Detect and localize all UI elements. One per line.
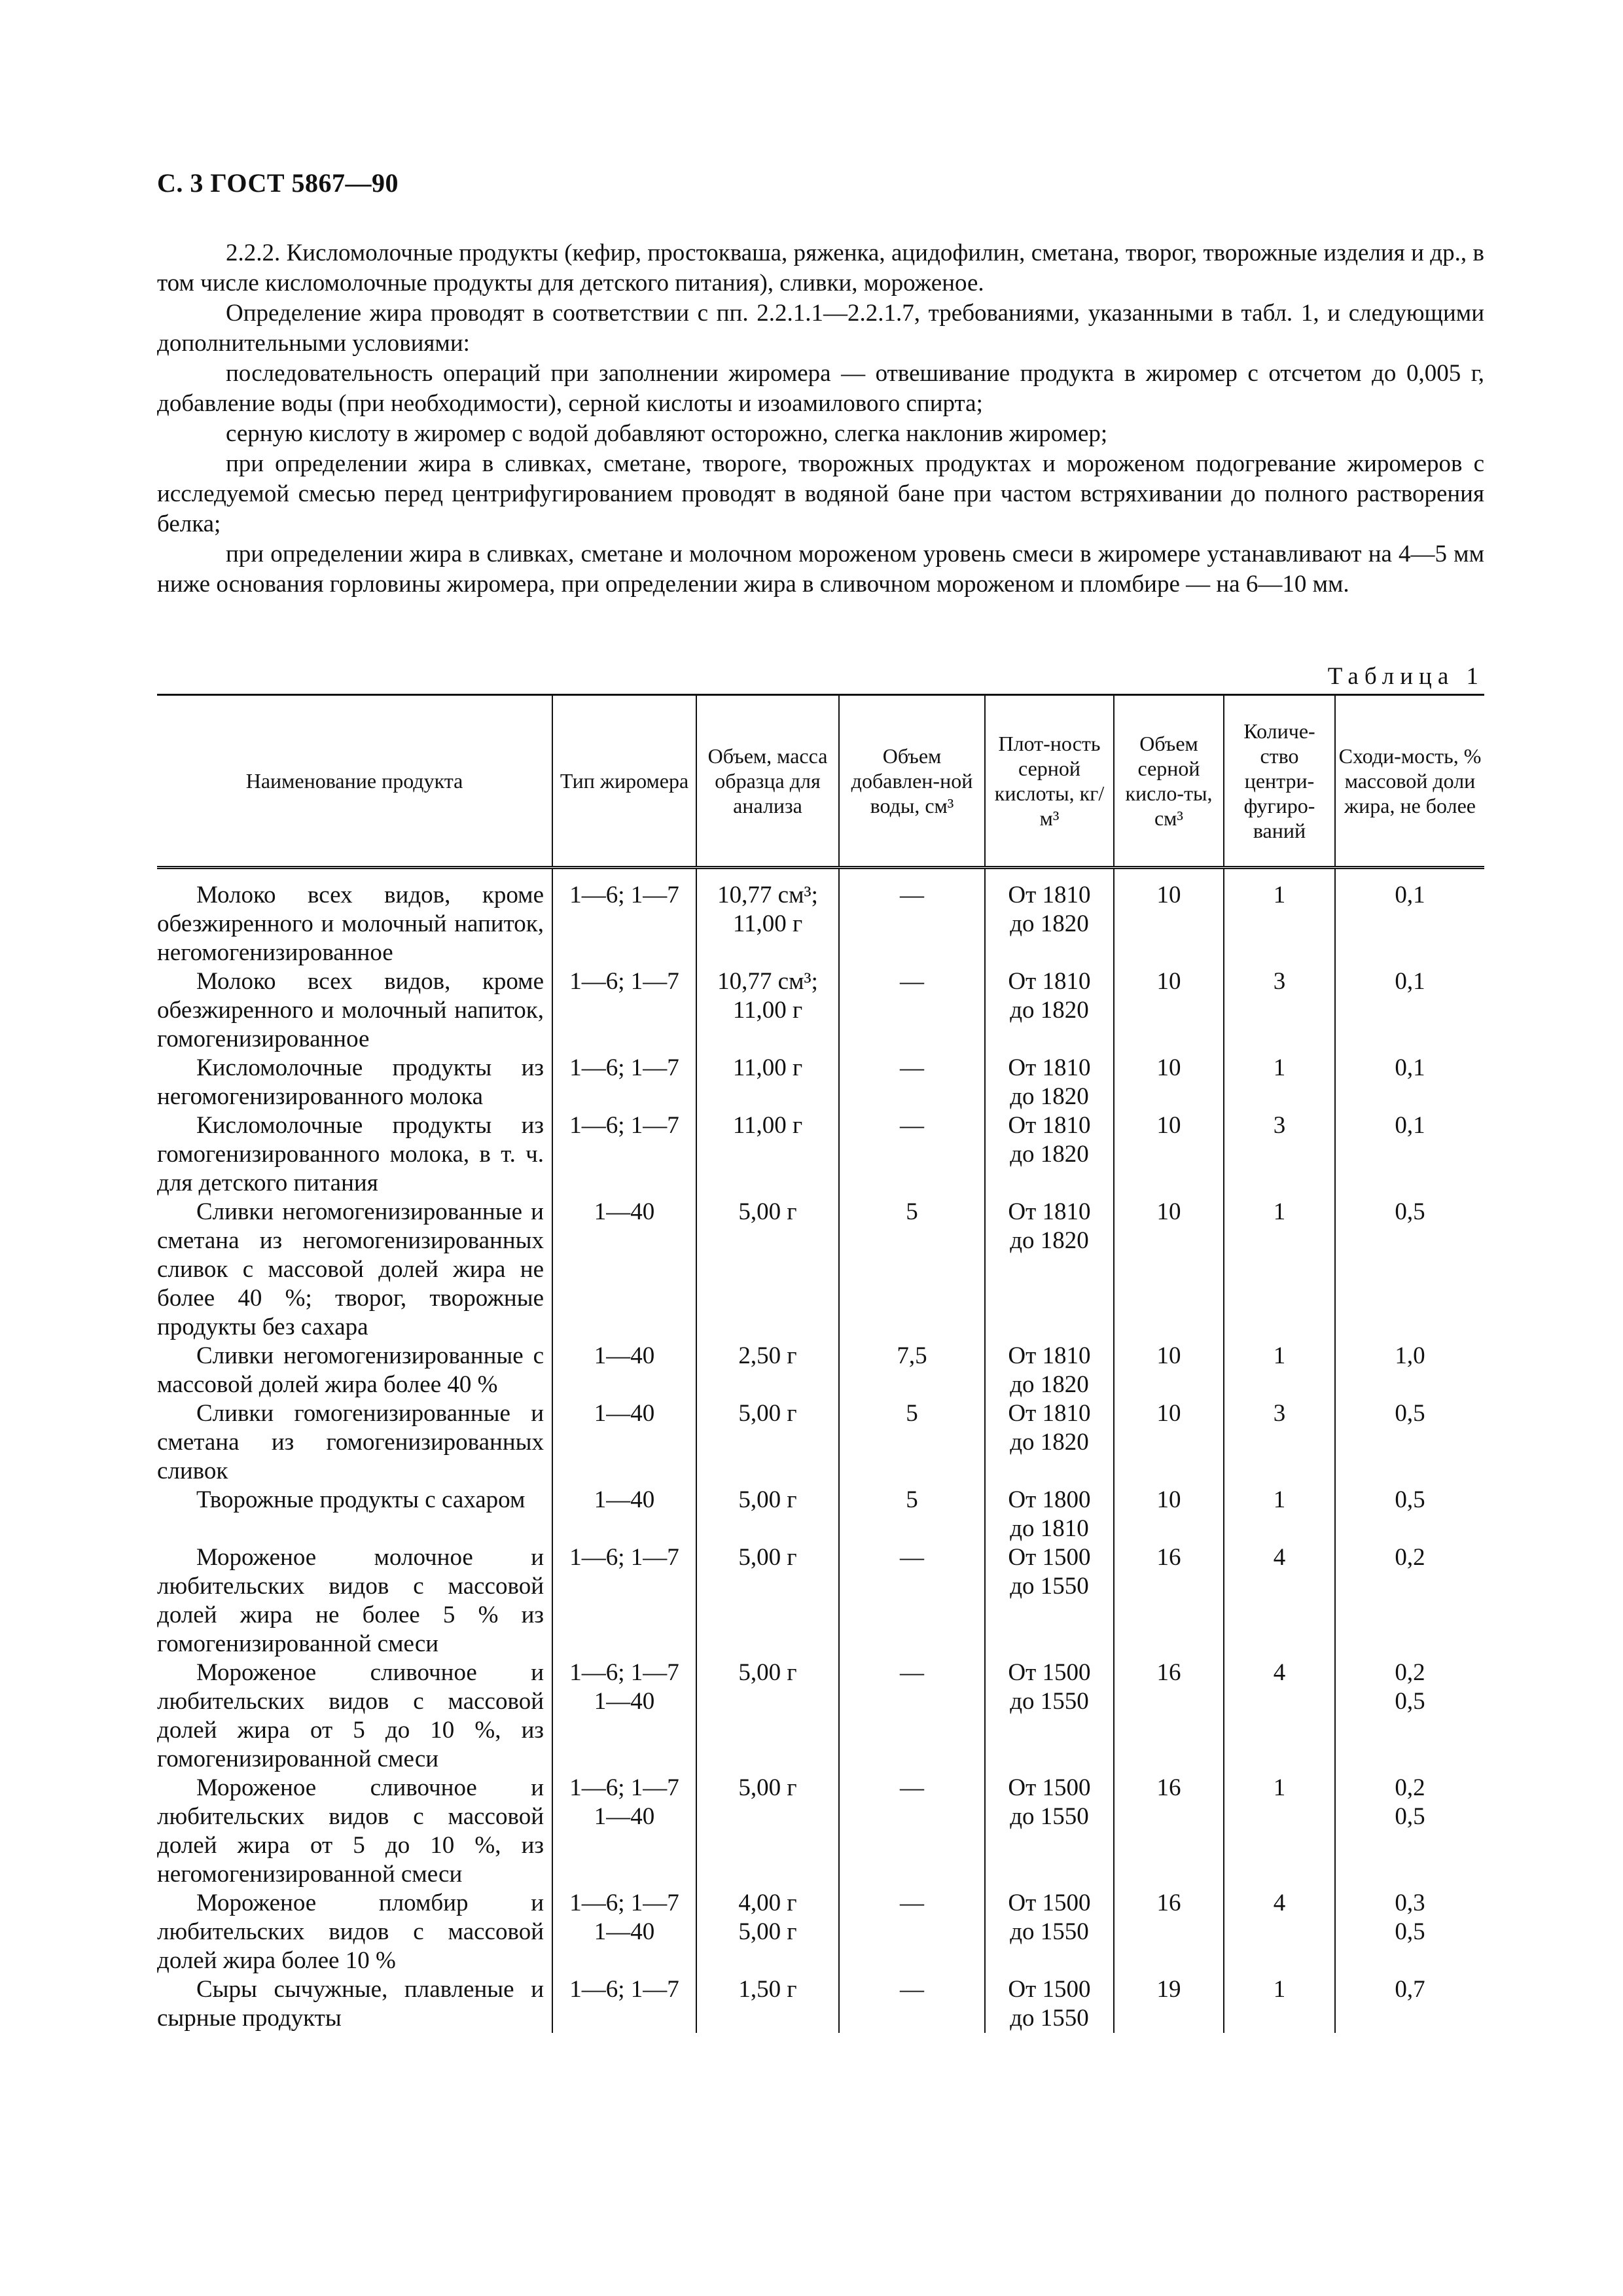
cell-value: От 1810 до 1820: [1008, 882, 1091, 937]
gauge-type-cell: [552, 1399, 696, 1486]
cell-value: 5: [906, 1400, 918, 1427]
cell-value: 16: [1156, 1659, 1181, 1686]
cell-value: От 1810 до 1820: [1008, 1400, 1091, 1456]
convergence-cell: [1335, 1054, 1484, 1111]
cell-value: От 1810 до 1820: [1008, 1342, 1091, 1398]
cell-value: —: [900, 1774, 924, 1801]
column-header: Тип жиромера: [552, 695, 696, 868]
cell-value: 10: [1156, 968, 1181, 995]
cell-value: 1: [1273, 1054, 1286, 1081]
page-header: С. 3 ГОСТ 5867—90: [157, 168, 399, 198]
convergence-cell: [1335, 1486, 1484, 1543]
centrifuge-count-cell: [1224, 1111, 1335, 1198]
product-name: Мороженое молочное и любительских видов с массовой долей жира не более 5 % из гомогенизированной смеси: [157, 1544, 544, 1657]
product-name-cell: [157, 1774, 552, 1889]
paragraph: серную кислоту в жиромер с водой добавляют осторожно, слегка наклонив жиромер;: [226, 420, 1108, 447]
product-name-cell: [157, 1111, 552, 1198]
product-name-cell: [157, 1342, 552, 1399]
cell-value: 2,50 г: [738, 1342, 797, 1369]
product-name: Мороженое пломбир и любительских видов с массовой долей жира более 10 %: [157, 1890, 544, 1974]
product-name-cell: [157, 868, 552, 968]
product-name-cell: [157, 1975, 552, 2033]
water-volume-cell: [839, 1774, 985, 1889]
cell-value: 1: [1273, 1342, 1286, 1369]
convergence-cell: [1335, 967, 1484, 1054]
water-volume-cell: [839, 967, 985, 1054]
acid-volume-cell: [1114, 1486, 1224, 1543]
centrifuge-count-cell: [1224, 1399, 1335, 1486]
cell-value: 1—6; 1—7 1—40: [569, 1774, 679, 1830]
product-name-cell: [157, 1399, 552, 1486]
centrifuge-count-cell: [1224, 967, 1335, 1054]
water-volume-cell: [839, 1399, 985, 1486]
cell-value: 0,2 0,5: [1395, 1774, 1425, 1830]
sample-size-cell: [696, 1399, 839, 1486]
cell-value: 5,00 г: [738, 1486, 797, 1513]
table-row: [157, 1543, 1484, 1659]
acid-density-cell: [985, 1054, 1114, 1111]
cell-value: 3: [1273, 1112, 1286, 1139]
cell-value: 0,2 0,5: [1395, 1659, 1425, 1715]
cell-value: 11,00 г: [732, 1054, 803, 1081]
gauge-type-cell: [552, 1342, 696, 1399]
cell-value: От 1500 до 1550: [1008, 1890, 1091, 1945]
cell-value: 0,1: [1395, 1054, 1425, 1081]
cell-value: 1—40: [594, 1198, 655, 1225]
product-name-cell: [157, 1543, 552, 1659]
centrifuge-count-cell: [1224, 1774, 1335, 1889]
acid-volume-cell: [1114, 1774, 1224, 1889]
table-row: [157, 1774, 1484, 1889]
product-name: Мороженое сливочное и любительских видов с массовой долей жира от 5 до 10 %, из гомогенизированной смеси: [157, 1659, 544, 1772]
acid-volume-cell: [1114, 1543, 1224, 1659]
cell-value: 11,00 г: [732, 1112, 803, 1139]
acid-volume-cell: [1114, 1111, 1224, 1198]
cell-value: 10,77 см³; 11,00 г: [717, 968, 818, 1024]
acid-volume-cell: [1114, 1054, 1224, 1111]
cell-value: 16: [1156, 1890, 1181, 1916]
gauge-type-cell: [552, 1975, 696, 2033]
cell-value: 4: [1273, 1890, 1286, 1916]
convergence-cell: [1335, 1111, 1484, 1198]
gauge-type-cell: [552, 1889, 696, 1975]
convergence-cell: [1335, 1975, 1484, 2033]
cell-value: 0,1: [1395, 882, 1425, 908]
cell-value: 5,00 г: [738, 1544, 797, 1571]
table-row: [157, 868, 1484, 968]
column-header: Объем серной кисло-ты, см³: [1114, 695, 1224, 868]
sample-size-cell: [696, 967, 839, 1054]
product-name: Сливки негомогенизированные с массовой долей жира более 40 %: [157, 1342, 544, 1398]
water-volume-cell: [839, 1342, 985, 1399]
cell-value: —: [900, 1659, 924, 1686]
cell-value: От 1810 до 1820: [1008, 1198, 1091, 1254]
cell-value: 10: [1156, 1198, 1181, 1225]
table-row: [157, 1111, 1484, 1198]
cell-value: 10: [1156, 1400, 1181, 1427]
cell-value: От 1500 до 1550: [1008, 1976, 1091, 2032]
acid-density-cell: [985, 1774, 1114, 1889]
cell-value: —: [900, 968, 924, 995]
acid-density-cell: [985, 1399, 1114, 1486]
centrifuge-count-cell: [1224, 1975, 1335, 2033]
cell-value: От 1810 до 1820: [1008, 1054, 1091, 1110]
table-row: [157, 1659, 1484, 1774]
product-name-cell: [157, 1659, 552, 1774]
column-header: Объем добавлен-ной воды, см³: [839, 695, 985, 868]
table-row: [157, 967, 1484, 1054]
cell-value: 0,2: [1395, 1544, 1425, 1571]
acid-density-cell: [985, 1889, 1114, 1975]
cell-value: 0,5: [1395, 1198, 1425, 1225]
product-name: Сливки гомогенизированные и сметана из гомогенизированных сливок: [157, 1400, 544, 1484]
convergence-cell: [1335, 1659, 1484, 1774]
gauge-type-cell: [552, 967, 696, 1054]
acid-volume-cell: [1114, 1342, 1224, 1399]
gauge-type-cell: [552, 1659, 696, 1774]
cell-value: От 1500 до 1550: [1008, 1659, 1091, 1715]
cell-value: 1—40: [594, 1486, 655, 1513]
centrifuge-count-cell: [1224, 1543, 1335, 1659]
convergence-cell: [1335, 1543, 1484, 1659]
acid-volume-cell: [1114, 1399, 1224, 1486]
cell-value: —: [900, 1054, 924, 1081]
product-name: Молоко всех видов, кроме обезжиренного и молочный напиток, негомогенизированное: [157, 882, 544, 966]
product-name-cell: [157, 1054, 552, 1111]
acid-density-cell: [985, 868, 1114, 968]
cell-value: 10: [1156, 1342, 1181, 1369]
convergence-cell: [1335, 868, 1484, 968]
sample-size-cell: [696, 1054, 839, 1111]
product-name: Молоко всех видов, кроме обезжиренного и молочный напиток, гомогенизированное: [157, 968, 544, 1052]
cell-value: 1: [1273, 1774, 1286, 1801]
product-name-cell: [157, 967, 552, 1054]
product-name-cell: [157, 1198, 552, 1342]
centrifuge-count-cell: [1224, 1486, 1335, 1543]
cell-value: 1: [1273, 1198, 1286, 1225]
cell-value: 10: [1156, 1112, 1181, 1139]
table-row: [157, 1054, 1484, 1111]
body-text: [157, 238, 1484, 600]
convergence-cell: [1335, 1342, 1484, 1399]
acid-density-cell: [985, 1975, 1114, 2033]
cell-value: 1—6; 1—7: [569, 1112, 679, 1139]
convergence-cell: [1335, 1399, 1484, 1486]
cell-value: 1,0: [1395, 1342, 1425, 1369]
cell-value: 1—6; 1—7: [569, 1054, 679, 1081]
centrifuge-count-cell: [1224, 1342, 1335, 1399]
cell-value: 10,77 см³; 11,00 г: [717, 882, 818, 937]
centrifuge-count-cell: [1224, 1198, 1335, 1342]
cell-value: 10: [1156, 882, 1181, 908]
column-header: Плот-ность серной кислоты, кг/м³: [985, 695, 1114, 868]
sample-size-cell: [696, 1342, 839, 1399]
product-name: Творожные продукты с сахаром: [196, 1486, 526, 1513]
water-volume-cell: [839, 1543, 985, 1659]
product-name: Мороженое сливочное и любительских видов с массовой долей жира от 5 до 10 %, из негомогенизированной смеси: [157, 1774, 544, 1888]
acid-density-cell: [985, 1342, 1114, 1399]
gauge-type-cell: [552, 1111, 696, 1198]
cell-value: 5: [906, 1198, 918, 1225]
acid-volume-cell: [1114, 967, 1224, 1054]
water-volume-cell: [839, 1111, 985, 1198]
cell-value: 0,7: [1395, 1976, 1425, 2003]
table-row: [157, 1486, 1484, 1543]
cell-value: 1—40: [594, 1400, 655, 1427]
centrifuge-count-cell: [1224, 868, 1335, 968]
cell-value: 5,00 г: [738, 1774, 797, 1801]
acid-density-cell: [985, 1486, 1114, 1543]
acid-density-cell: [985, 1111, 1114, 1198]
gauge-type-cell: [552, 1543, 696, 1659]
water-volume-cell: [839, 1889, 985, 1975]
sample-size-cell: [696, 1774, 839, 1889]
cell-value: 5,00 г: [738, 1198, 797, 1225]
cell-value: 4: [1273, 1659, 1286, 1686]
table-container: [157, 694, 1484, 2033]
centrifuge-count-cell: [1224, 1659, 1335, 1774]
cell-value: 0,3 0,5: [1395, 1890, 1425, 1945]
gauge-type-cell: [552, 1486, 696, 1543]
cell-value: От 1800 до 1810: [1008, 1486, 1091, 1542]
cell-value: —: [900, 1890, 924, 1916]
paragraph: последовательность операций при заполнении жиромера — отвешивание продукта в жиромер с отсчетом до 0,005 г, добавление воды (при необходимости), серной кислоты и изоамилового спирта;: [157, 360, 1484, 417]
acid-volume-cell: [1114, 1659, 1224, 1774]
table-header-row: [157, 695, 1484, 868]
water-volume-cell: [839, 1486, 985, 1543]
cell-value: 0,5: [1395, 1486, 1425, 1513]
cell-value: 0,1: [1395, 1112, 1425, 1139]
cell-value: 7,5: [897, 1342, 927, 1369]
cell-value: 5,00 г: [738, 1659, 797, 1686]
cell-value: 1—6; 1—7: [569, 882, 679, 908]
acid-density-cell: [985, 1543, 1114, 1659]
cell-value: 1: [1273, 882, 1286, 908]
gauge-type-cell: [552, 868, 696, 968]
cell-value: 4: [1273, 1544, 1286, 1571]
water-volume-cell: [839, 1659, 985, 1774]
cell-value: 1—6; 1—7 1—40: [569, 1890, 679, 1945]
sample-size-cell: [696, 1659, 839, 1774]
sample-size-cell: [696, 1198, 839, 1342]
water-volume-cell: [839, 1054, 985, 1111]
cell-value: 1—6; 1—7: [569, 1544, 679, 1571]
cell-value: —: [900, 1112, 924, 1139]
cell-value: 3: [1273, 1400, 1286, 1427]
convergence-cell: [1335, 1774, 1484, 1889]
cell-value: —: [900, 1976, 924, 2003]
cell-value: 0,1: [1395, 968, 1425, 995]
cell-value: 1—40: [594, 1342, 655, 1369]
acid-volume-cell: [1114, 1889, 1224, 1975]
cell-value: 1,50 г: [738, 1976, 797, 2003]
sample-size-cell: [696, 1889, 839, 1975]
convergence-cell: [1335, 1889, 1484, 1975]
product-name: Сливки негомогенизированные и сметана из негомогенизированных сливок с массовой долей жира не более 40 %; творог, творожные продукты без сахара: [157, 1198, 544, 1340]
cell-value: 5,00 г: [738, 1400, 797, 1427]
column-header: Количе-ство центри-фугиро-ваний: [1224, 695, 1335, 868]
convergence-cell: [1335, 1198, 1484, 1342]
table-row: [157, 1399, 1484, 1486]
cell-value: 1—6; 1—7: [569, 968, 679, 995]
acid-volume-cell: [1114, 1198, 1224, 1342]
data-table: [157, 694, 1484, 2033]
column-header: Объем, масса образца для анализа: [696, 695, 839, 868]
product-name: Кисломолочные продукты из негомогенизированного молока: [157, 1054, 544, 1110]
cell-value: —: [900, 1544, 924, 1571]
cell-value: От 1500 до 1550: [1008, 1774, 1091, 1830]
centrifuge-count-cell: [1224, 1054, 1335, 1111]
gauge-type-cell: [552, 1774, 696, 1889]
water-volume-cell: [839, 1975, 985, 2033]
gauge-type-cell: [552, 1054, 696, 1111]
acid-volume-cell: [1114, 868, 1224, 968]
cell-value: 1—6; 1—7: [569, 1976, 679, 2003]
water-volume-cell: [839, 868, 985, 968]
paragraph: 2.2.2. Кисломолочные продукты (кефир, простокваша, ряженка, ацидофилин, сметана, творог, творожные изделия и др., в том числе кисломолочные продукты для детского питания), сливки, мороженое.: [157, 240, 1484, 296]
table-caption: Таблица 1: [1327, 663, 1484, 690]
acid-density-cell: [985, 1659, 1114, 1774]
table-row: [157, 1342, 1484, 1399]
acid-volume-cell: [1114, 1975, 1224, 2033]
sample-size-cell: [696, 868, 839, 968]
paragraph: Определение жира проводят в соответствии с пп. 2.2.1.1—2.2.1.7, требованиями, указанными в табл. 1, и следующими дополнительными условиями:: [157, 300, 1484, 357]
cell-value: 1—6; 1—7 1—40: [569, 1659, 679, 1715]
table-row: [157, 1975, 1484, 2033]
cell-value: 16: [1156, 1544, 1181, 1571]
cell-value: 0,5: [1395, 1400, 1425, 1427]
cell-value: 10: [1156, 1054, 1181, 1081]
sample-size-cell: [696, 1543, 839, 1659]
sample-size-cell: [696, 1975, 839, 2033]
paragraph: при определении жира в сливках, сметане и молочном мороженом уровень смеси в жиромере устанавливают на 4—5 мм ниже основания горловины жиромера, при определении жира в сливочном мороженом и пломбире — на 6—10 мм.: [157, 541, 1484, 598]
cell-value: От 1810 до 1820: [1008, 1112, 1091, 1168]
table-row: [157, 1889, 1484, 1975]
product-name-cell: [157, 1486, 552, 1543]
cell-value: От 1500 до 1550: [1008, 1544, 1091, 1600]
cell-value: 1: [1273, 1486, 1286, 1513]
sample-size-cell: [696, 1111, 839, 1198]
centrifuge-count-cell: [1224, 1889, 1335, 1975]
cell-value: От 1810 до 1820: [1008, 968, 1091, 1024]
gauge-type-cell: [552, 1198, 696, 1342]
acid-density-cell: [985, 967, 1114, 1054]
product-name-cell: [157, 1889, 552, 1975]
product-name: Сыры сычужные, плавленые и сырные продукты: [157, 1976, 544, 2032]
cell-value: 5: [906, 1486, 918, 1513]
cell-value: 19: [1156, 1976, 1181, 2003]
cell-value: 4,00 г 5,00 г: [738, 1890, 797, 1945]
cell-value: 10: [1156, 1486, 1181, 1513]
column-header: Наименование продукта: [157, 695, 552, 868]
cell-value: 1: [1273, 1976, 1286, 2003]
product-name: Кисломолочные продукты из гомогенизированного молока, в т. ч. для детского питания: [157, 1112, 544, 1196]
cell-value: —: [900, 882, 924, 908]
column-header: Сходи-мость, % массовой доли жира, не более: [1335, 695, 1484, 868]
water-volume-cell: [839, 1198, 985, 1342]
table-row: [157, 1198, 1484, 1342]
cell-value: 3: [1273, 968, 1286, 995]
acid-density-cell: [985, 1198, 1114, 1342]
cell-value: 16: [1156, 1774, 1181, 1801]
sample-size-cell: [696, 1486, 839, 1543]
paragraph: при определении жира в сливках, сметане, твороге, творожных продуктах и мороженом подогревание жиромеров с исследуемой смесью перед центрифугированием проводят в водяной бане при частом встряхивании до полного растворения белка;: [157, 450, 1484, 537]
